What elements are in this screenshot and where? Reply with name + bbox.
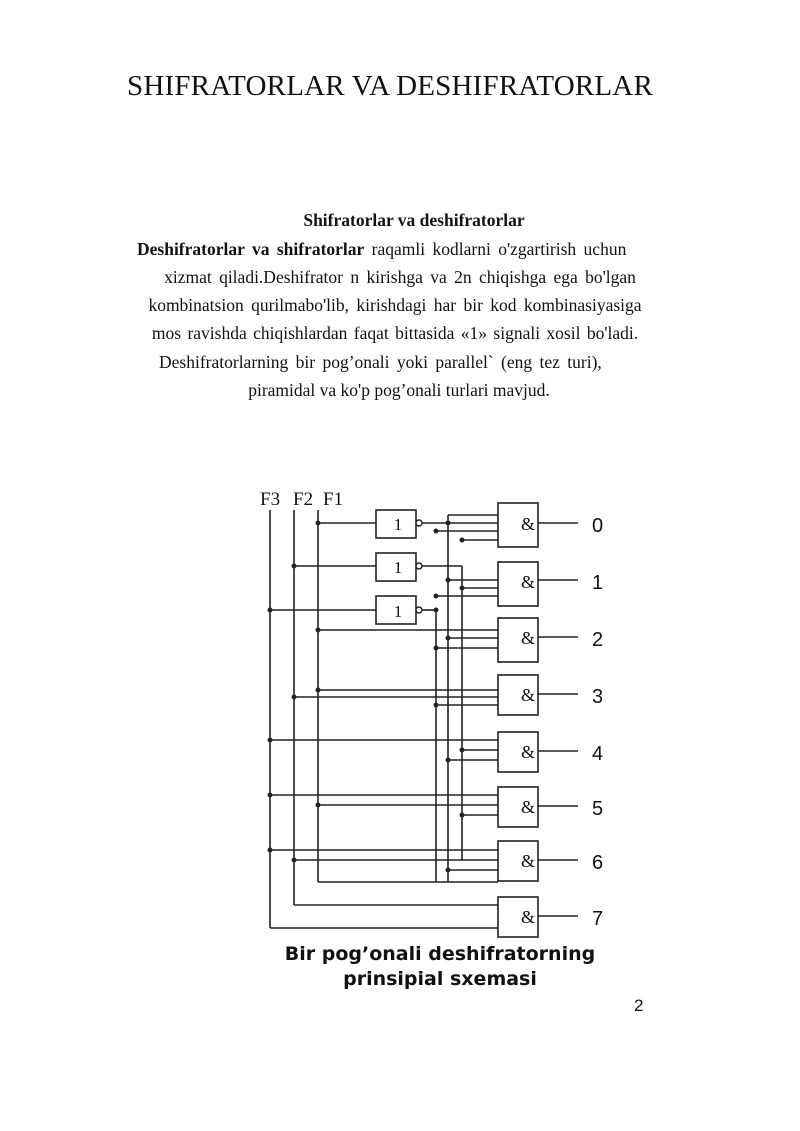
and-gate-label: & bbox=[520, 628, 536, 648]
input-label-f1: F1 bbox=[323, 489, 344, 510]
section-heading: Shifratorlar va deshifratorlar bbox=[303, 210, 525, 230]
and-gate-label: & bbox=[520, 742, 536, 762]
decoder-schematic bbox=[240, 482, 640, 1002]
and-gate-label: & bbox=[520, 797, 536, 817]
paragraph-line-5: Deshifratorlarning bir pog’onali yoki parallel` (eng tez turi), bbox=[159, 352, 602, 372]
paragraph-line-1-rest: raqamli kodlarni o'zgartirish uchun bbox=[364, 239, 627, 259]
inverter-gate-f3 bbox=[376, 596, 422, 624]
diagram-caption-line-2: prinsipial sxemasi bbox=[343, 968, 537, 990]
input-label-f3: F3 bbox=[260, 489, 281, 510]
and-gates bbox=[498, 503, 538, 937]
diagram-caption-line-1: Bir pog’onali deshifratorning bbox=[284, 943, 596, 965]
and-gate-label: & bbox=[520, 907, 536, 927]
and-gate-label: & bbox=[520, 685, 536, 705]
and-gate-label: & bbox=[520, 572, 536, 592]
inverter-gate-f2 bbox=[376, 553, 422, 581]
output-label-5: 5 bbox=[592, 798, 604, 820]
output-label-4: 4 bbox=[592, 743, 604, 765]
output-label-0: 0 bbox=[592, 515, 604, 537]
output-label-2: 2 bbox=[592, 629, 604, 651]
output-label-3: 3 bbox=[592, 686, 604, 708]
output-label-7: 7 bbox=[592, 908, 604, 930]
inverter-gate-f1 bbox=[376, 510, 422, 538]
output-label-1: 1 bbox=[592, 572, 604, 594]
inverter-label: 1 bbox=[393, 558, 403, 577]
inverter-gates bbox=[376, 510, 422, 624]
paragraph-line-1 bbox=[137, 237, 626, 261]
and-gate-label: & bbox=[520, 851, 536, 871]
input-label-f2: F2 bbox=[293, 489, 314, 510]
inverter-label: 1 bbox=[393, 515, 403, 534]
paragraph-bold-term: Deshifratorlar va shifratorlar bbox=[137, 239, 365, 259]
paragraph-line-3: kombinatsion qurilmabo'lib, kirishdagi har bir kod kombinasiyasiga bbox=[148, 295, 642, 315]
page-number: 2 bbox=[634, 996, 644, 1015]
and-gate-label: & bbox=[520, 514, 536, 534]
output-label-6: 6 bbox=[592, 852, 604, 874]
paragraph-line-4: mos ravishda chiqishlardan faqat bittasida «1» signali xosil bo'ladi. bbox=[151, 323, 639, 343]
document-title: SHIFRATORLAR VA DESHIFRATORLAR bbox=[127, 70, 653, 102]
paragraph-line-6: piramidal va ko'p pog’onali turlari mavjud. bbox=[248, 380, 550, 400]
paragraph-line-2: xizmat qiladi.Deshifrator n kirishga va 2n chiqishga ega bo'lgan bbox=[164, 267, 636, 287]
inverter-label: 1 bbox=[393, 602, 403, 621]
